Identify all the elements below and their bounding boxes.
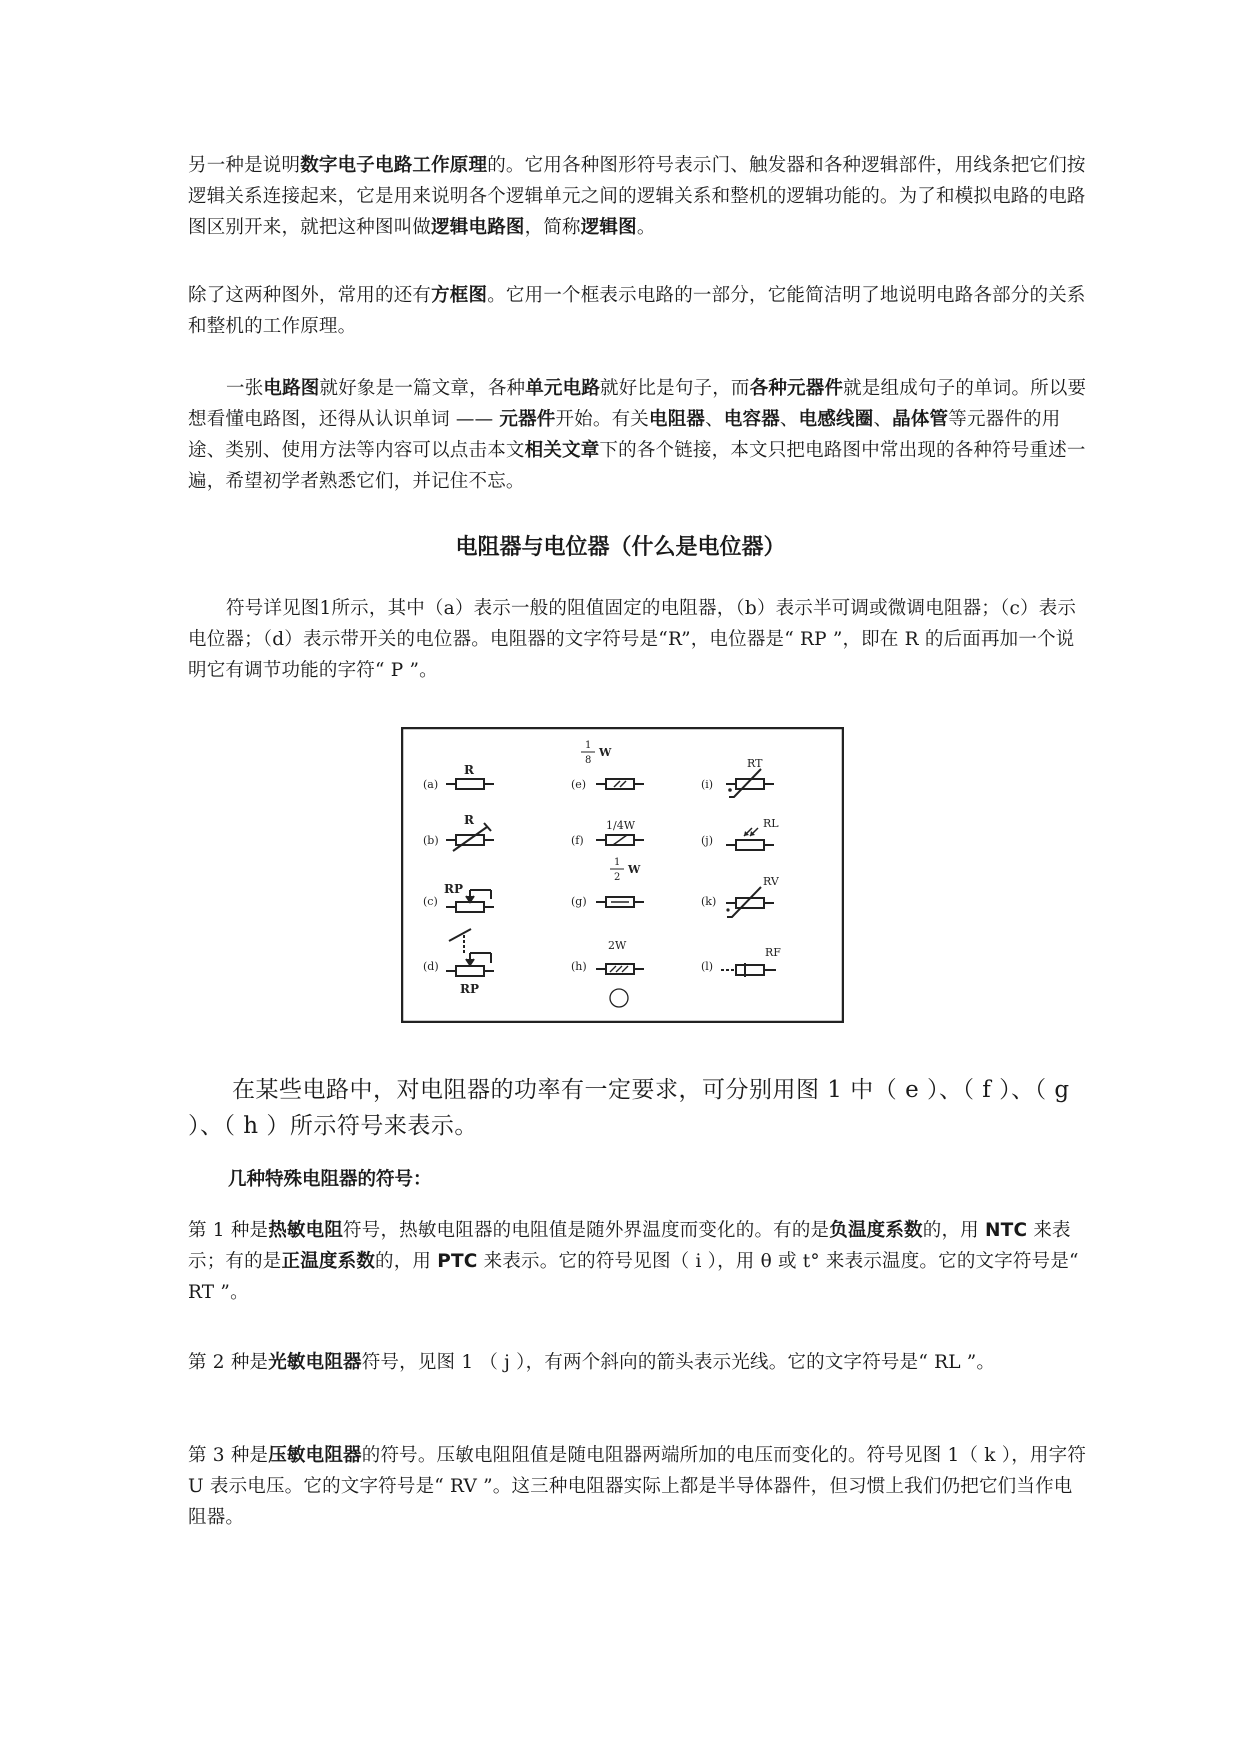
svg-text:R: R [464,813,474,827]
text: 开始。有关 [555,409,649,430]
symbol-l-fuse-resistor [721,946,781,977]
bold-term: 单元电路 [525,378,601,399]
text: 。 [636,217,656,238]
svg-text:RT: RT [747,757,763,770]
label-i: (i) [701,778,714,791]
label-a: (a) [423,778,439,791]
label-d: (d) [423,960,439,973]
bold-term: PTC [437,1251,478,1272]
symbol-b-trimmer [446,813,494,851]
subsection-heading: 几种特殊电阻器的符号： [228,1169,432,1190]
text: ，简称 [524,217,581,238]
symbol-k-varistor [726,875,780,917]
text: 、 [873,409,893,430]
svg-text:W: W [628,863,641,876]
label-l: (l) [701,960,714,973]
bold-term: 方框图 [431,285,488,306]
svg-text:RF: RF [765,946,781,959]
paragraph-block-diagram [188,280,1088,342]
svg-text:1/4W: 1/4W [606,819,636,832]
text: 的。它用各种图形符号表示门、触发器和各种逻辑部件，用线条把它们按逻辑关系连接起来，它是用来说明各个逻辑单元之间的逻辑关系和整机的逻辑功能的。为了和模拟电路的电路图区别开来，就把这种图叫做 [188,155,1086,238]
svg-text:2W: 2W [608,939,627,952]
text: 的，用 [375,1251,438,1272]
paragraph-varistor [188,1440,1088,1533]
paragraph-power-rating: 在某些电路中，对电阻器的功率有一定要求，可分别用图 1 中（ e ）、（ f ）、（ g ）、（ h ）所示符号来表示。 [188,1077,1070,1139]
text: 另一种是说明 [188,155,301,176]
resistor-symbols-figure [401,727,844,1023]
bold-term: NTC [984,1220,1028,1241]
symbol-c-potentiometer [444,882,494,912]
label-h: (h) [571,960,587,973]
text: 、 [779,409,799,430]
bold-term: 晶体管 [892,409,949,430]
paragraph-logic-diagram [188,150,1088,243]
text: 、 [705,409,724,430]
bold-term: 电容器 [723,409,780,430]
symbol-g-half-watt [596,857,644,907]
section-heading: 电阻器与电位器（什么是电位器） [455,535,786,560]
text: 的，用 [922,1220,985,1241]
symbol-j-photoresistor [726,817,779,850]
bold-term: 数字电子电路工作原理 [300,155,488,176]
symbol-d-switch-potentiometer [446,929,494,996]
bold-term: 逻辑图 [580,217,637,238]
text: 就好象是一篇文章，各种 [319,378,526,399]
text: 的符号。压敏电阻阻值是随电阻器两端所加的电压而变化的。符号见图 1（ k ），用字符 U 表示电压。它的文字符号是“ RV ”。这三种电阻器实际上都是半导体器件，但习惯上我们仍把它们当作电阻器。 [188,1445,1087,1528]
svg-text:2: 2 [614,872,621,883]
symbol-f-quarter-watt [596,819,644,845]
text: 来表示。它的符号见图（ i ），用 θ 或 t° 来表示温度。它的文字符号是“ RT ”。 [188,1251,1079,1303]
bold-term: 正温度系数 [281,1251,376,1272]
figure-svg [401,727,844,1023]
text: 等元器件的用途、类别、使用方法等内容可以点击本文 [188,409,1061,461]
svg-text:8: 8 [585,755,592,766]
bold-term: 光敏电阻器 [268,1352,362,1373]
text: 下的各个链接，本文只把电路图中常出现的各种符号重述一遍，希望初学者熟悉它们，并记住不忘。 [188,440,1086,492]
text: 第 1 种是 [188,1220,269,1241]
label-k: (k) [701,895,717,908]
svg-text:R: R [464,763,474,777]
text: 。它用一个框表示电路的一部分，它能简洁明了地说明电路各部分的关系和整机的工作原理。 [188,285,1086,337]
bold-term: 压敏电阻器 [268,1445,362,1466]
label-c: (c) [423,895,438,908]
symbol-i-thermistor [726,757,774,797]
bold-term: 电感线圈 [798,409,874,430]
label-g: (g) [571,895,587,908]
text: 一张 [226,378,264,399]
svg-text:1: 1 [585,740,592,751]
symbol-e-eighth-watt [581,740,644,789]
bold-term: 逻辑电路图 [431,217,525,238]
text: 就是组成句子的单词。所以要想看懂电路图，还得从认识单词 —— [188,378,1087,430]
bold-term: 相关文章 [524,440,600,461]
svg-text:RL: RL [763,817,779,830]
text: 符号，见图 1 （ j ），有两个斜向的箭头表示光线。它的文字符号是“ RL ”。 [361,1352,996,1373]
paragraph-symbol-description: 符号详见图1所示，其中（a）表示一般的阻值固定的电阻器，（b）表示半可调或微调电阻器；（c）表示电位器；（d）表示带开关的电位器。电阻器的文字符号是“R”，电位器是“ RP ”，即在 R 的后面再加一个说明它有调节功能的字符“ P ”。 [188,598,1077,681]
paragraph-thermistor [188,1215,1088,1308]
label-f: (f) [571,834,584,847]
svg-text:RP: RP [460,982,479,996]
paragraph-photoresistor [188,1347,1088,1378]
bold-term: 热敏电阻 [268,1220,344,1241]
svg-text:1: 1 [614,857,621,868]
text: 第 2 种是 [188,1352,269,1373]
label-j: (j) [701,834,713,847]
svg-text:W: W [599,746,612,759]
text: 第 3 种是 [188,1445,269,1466]
bold-term: 电阻器 [649,409,706,430]
text: 来表示；有的是 [188,1220,1071,1272]
svg-text:RV: RV [763,875,779,888]
symbol-h-two-watt [596,939,644,1007]
label-b: (b) [423,834,439,847]
paragraph-circuit-intro [188,373,1088,497]
text: 就好比是句子，而 [600,378,750,399]
bold-term: 负温度系数 [829,1220,923,1241]
bold-term: 电路图 [263,378,320,399]
bold-term: 元器件 [499,409,556,430]
text: 符号，热敏电阻器的电阻值是随外界温度而变化的。有的是 [343,1220,830,1241]
bold-term: 各种元器件 [749,378,844,399]
symbol-a-resistor [446,763,494,789]
label-e: (e) [571,778,587,791]
svg-text:RP: RP [444,882,463,896]
text: 除了这两种图外，常用的还有 [188,285,432,306]
